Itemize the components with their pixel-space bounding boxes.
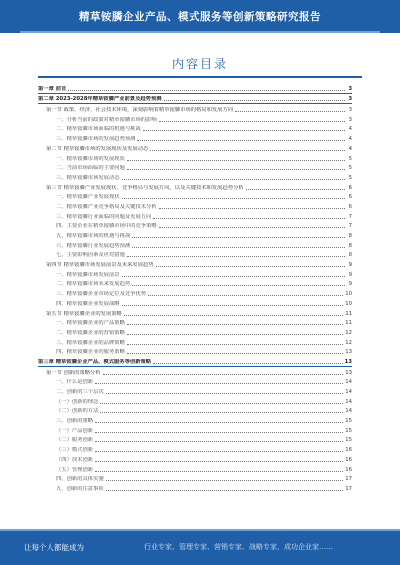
toc-entry-label: 六、精草铵膦行业发展趋势预测: [56, 242, 131, 249]
toc-entry-page: 8: [348, 252, 352, 259]
toc-entry[interactable]: [38, 474, 352, 484]
toc-entry[interactable]: [38, 396, 352, 406]
toc-entry-page: 16: [345, 466, 352, 473]
toc-leader-dots: [103, 374, 344, 375]
toc-entry[interactable]: [38, 288, 352, 298]
toc-leader-dots: [100, 403, 343, 404]
toc-entry-page: 13: [345, 369, 352, 376]
toc-leader-dots: [95, 422, 343, 423]
toc-entry-label: （五）管理创新: [56, 466, 94, 473]
toc-heading-rule: [38, 76, 362, 78]
toc-entry-page: 17: [345, 485, 352, 492]
toc-leader-dots: [122, 198, 345, 199]
toc-entry-page: 7: [348, 223, 352, 230]
toc-entry[interactable]: [38, 367, 352, 377]
toc-entry-label: 四、创新的具体实施: [56, 476, 104, 483]
toc-entry-page: 15: [345, 437, 352, 444]
toc-entry-page: 14: [345, 389, 352, 395]
toc-leader-dots: [132, 285, 345, 286]
toc-entry-page: 6: [348, 203, 352, 210]
toc-entry[interactable]: [38, 124, 352, 134]
toc-entry-label: 四、精草铵膦企业的服务策略: [56, 349, 125, 356]
toc-leader-dots: [106, 480, 344, 481]
toc-entry[interactable]: [38, 192, 352, 202]
toc-leader-dots: [143, 130, 345, 131]
toc-entry-label: 二、精草铵膦市场未来发展趋势: [56, 281, 131, 288]
toc-leader-dots: [68, 90, 345, 91]
toc-entry[interactable]: [38, 415, 352, 425]
toc-entry-page: 3: [348, 116, 352, 123]
toc-entry-label: 三、创新的策略: [56, 418, 94, 425]
toc-entry[interactable]: [38, 298, 352, 308]
toc-entry-page: 4: [348, 136, 352, 143]
toc-leader-dots: [127, 169, 345, 170]
toc-entry-label: 一、精草铵膦企业的产品策略: [56, 320, 125, 327]
toc-entry[interactable]: [38, 444, 352, 454]
toc-entry-label: （一）产品创新: [56, 427, 94, 434]
toc-entry[interactable]: [38, 347, 352, 357]
toc-entry-page: 9: [348, 271, 352, 278]
toc-entry[interactable]: [38, 327, 352, 337]
toc-entry-page: 10: [345, 291, 352, 298]
toc-entry-label: （三）模式创新: [56, 447, 94, 454]
toc-leader-dots: [153, 218, 345, 219]
toc-leader-dots: [156, 266, 345, 267]
toc-leader-dots: [95, 461, 343, 462]
toc-leader-dots: [95, 432, 343, 433]
toc-leader-dots: [164, 100, 345, 101]
toc-leader-dots: [95, 471, 343, 472]
toc-leader-dots: [159, 227, 345, 228]
toc-entry-label: 一、精草铵膦产业发展现状: [56, 194, 120, 201]
toc-entry-label: 二、创新的三个层次: [56, 389, 104, 395]
toc-entry[interactable]: [38, 250, 352, 260]
toc-entry-label: 第二章 2023-2028年精草铵膦产业前景及趋势预测: [38, 96, 162, 103]
toc-entry-page: 17: [345, 476, 352, 483]
toc-entry-label: （四）技术创新: [56, 456, 94, 463]
toc-leader-dots: [106, 393, 344, 394]
toc-entry-label: 第四节 精草铵膦市场发展前景及未来发展趋势: [46, 262, 154, 269]
toc-entry-label: 四、主要企业在精草铵膦市场中的竞争策略: [56, 223, 157, 230]
toc-entry[interactable]: [38, 269, 352, 279]
toc-entry-label: 七、主要影响因素及应对措施: [56, 252, 125, 259]
toc-entry-page: 7: [348, 213, 352, 220]
footer-slogan: 让每个人都能成为: [24, 543, 84, 552]
toc-entry[interactable]: [38, 386, 352, 396]
toc-entry-label: 一、精草铵膦市场的发展现状: [56, 155, 125, 162]
toc-entry[interactable]: [38, 133, 352, 143]
footer-roles: 行业专家、管理专家、营销专家、战略专家、成功企业家……: [144, 543, 333, 551]
toc-leader-dots: [150, 150, 345, 151]
toc-entry[interactable]: [38, 153, 352, 163]
toc-entry-page: 4: [348, 126, 352, 133]
toc-entry-label: 二、精草铵膦产业竞争格局及关键技术分析: [56, 203, 157, 210]
toc-entry-page: 11: [345, 310, 352, 317]
toc-entry-page: 16: [345, 456, 352, 463]
toc-entry-label: 一、精草铵膦市场发展前景: [56, 271, 120, 278]
toc-entry-page: 11: [345, 320, 352, 327]
toc-entry-page: 10: [345, 300, 352, 307]
toc-entry[interactable]: [38, 356, 352, 367]
toc-entry-page: 15: [345, 427, 352, 434]
toc-leader-dots: [127, 160, 345, 161]
toc-entry-page: 5: [348, 165, 352, 172]
toc-entry-page: 12: [345, 329, 352, 336]
toc-leader-dots: [159, 208, 345, 209]
toc-entry-label: 一、分析当前的政策对精草铵膦市场的影响: [56, 116, 157, 123]
toc-entry-page: 3: [348, 107, 352, 114]
toc-entry-label: 五、创新的注意事项: [56, 485, 104, 492]
toc-entry-label: 第三章 精草铵膦企业产品、模式服务等创新策略: [38, 358, 152, 365]
toc-entry[interactable]: [38, 94, 352, 105]
toc-entry-label: 四、精草铵膦企业发展战略: [56, 300, 120, 307]
toc-entry-page: 13: [344, 358, 352, 365]
toc-entry-page: 8: [348, 242, 352, 249]
toc-entry[interactable]: [38, 406, 352, 416]
toc-entry[interactable]: [38, 318, 352, 328]
toc-entry-page: 15: [345, 418, 352, 425]
toc-leader-dots: [95, 451, 343, 452]
toc-entry[interactable]: [38, 454, 352, 464]
toc-entry-label: 三、精草铵膦企业市场定位及竞争优势: [56, 291, 147, 298]
toc-entry[interactable]: [38, 230, 352, 240]
toc-leader-dots: [106, 490, 344, 491]
toc-entry-page: 5: [348, 174, 352, 181]
toc-entry-page: 9: [348, 281, 352, 288]
toc-entry-page: 14: [345, 398, 352, 405]
toc-entry[interactable]: [38, 172, 352, 182]
toc-entry-page: 14: [345, 408, 352, 415]
toc-entry-label: 第五节 精草铵膦企业的发展策略: [46, 310, 122, 317]
toc-entry-page: 13: [345, 349, 352, 356]
toc-entry[interactable]: [38, 163, 352, 173]
toc-entry-page: 5: [348, 155, 352, 162]
toc-leader-dots: [246, 189, 345, 190]
toc-entry-label: 五、精草铵膦市场的机遇与挑战: [56, 233, 131, 239]
toc-entry-label: 二、精草铵膦企业的营销策略: [56, 329, 125, 336]
toc-leader-dots: [137, 140, 345, 141]
toc-leader-dots: [127, 344, 343, 345]
toc-entry-label: 第一章 前言: [38, 85, 67, 92]
toc-leader-dots: [127, 353, 343, 354]
toc-entry-label: 第三节 精草铵膦产业发展现状、竞争格局与发展方向，以及关键技术和发展趋势分析: [46, 184, 244, 191]
toc-leader-dots: [127, 334, 343, 335]
toc-entry[interactable]: [38, 337, 352, 347]
toc-entry-label: 二、精草铵膦市场面临的机遇与挑战: [56, 126, 141, 133]
toc-entry[interactable]: [38, 221, 352, 231]
toc-entry-page: 6: [348, 184, 352, 191]
toc-leader-dots: [132, 247, 345, 248]
toc-entry-label: 一、什么是创新: [56, 379, 94, 386]
toc-leader-dots: [235, 111, 345, 112]
toc-entry-page: 12: [345, 339, 352, 346]
toc-entry[interactable]: [38, 377, 352, 387]
header-banner: [0, 0, 400, 33]
toc-entry-page: 3: [348, 96, 352, 103]
toc-entry-label: 第一节 创新的策略分析: [46, 369, 101, 376]
table-of-contents: [38, 83, 352, 493]
toc-entry[interactable]: [38, 104, 352, 114]
toc-entry[interactable]: [38, 211, 352, 221]
toc-heading: 内容目录: [171, 57, 228, 71]
toc-entry-page: 8: [348, 233, 352, 239]
toc-entry[interactable]: [38, 425, 352, 435]
toc-entry-page: 6: [348, 194, 352, 201]
toc-leader-dots: [148, 295, 343, 296]
toc-entry-label: 三、精草铵膦市场发展动态: [56, 174, 120, 181]
toc-entry[interactable]: [38, 83, 352, 94]
toc-leader-dots: [127, 256, 345, 257]
toc-leader-dots: [100, 412, 343, 413]
toc-leader-dots: [95, 441, 343, 442]
toc-entry-label: （二）创新的方法: [56, 408, 99, 415]
toc-leader-dots: [132, 237, 345, 238]
toc-entry-label: 二、当前市场面临的主要问题: [56, 165, 125, 172]
toc-entry-label: 第一节 政策、经济、社会技术环境，深刻影响着精草铵膦市场的格局和发展方向: [46, 107, 234, 114]
toc-entry-page: 14: [345, 379, 352, 386]
toc-leader-dots: [122, 179, 345, 180]
toc-entry[interactable]: [38, 201, 352, 211]
toc-entry-page: 16: [345, 447, 352, 454]
toc-entry[interactable]: [38, 114, 352, 124]
toc-entry[interactable]: [38, 435, 352, 445]
toc-entry-label: 三、精草铵膦市场的发展趋势预测: [56, 136, 136, 143]
toc-entry-label: 三、精草铵膦行业面临的问题及发展方向: [56, 213, 152, 220]
toc-entry-label: （一）创新的理念: [56, 398, 99, 405]
toc-entry-label: 三、精草铵膦企业的品牌策略: [56, 339, 125, 346]
toc-entry[interactable]: [38, 143, 352, 153]
header-accent-line: [20, 31, 380, 33]
toc-entry[interactable]: [38, 240, 352, 250]
report-title: 精草铵膦企业产品、模式服务等创新策略研究报告: [79, 11, 321, 23]
toc-leader-dots: [122, 305, 344, 306]
footer-banner: [0, 529, 400, 565]
toc-entry-page: 4: [348, 145, 352, 152]
toc-entry[interactable]: [38, 483, 352, 493]
toc-leader-dots: [153, 363, 343, 364]
toc-leader-dots: [127, 324, 343, 325]
toc-leader-dots: [95, 383, 343, 384]
toc-entry[interactable]: [38, 279, 352, 289]
footer-accent-line: [0, 529, 400, 531]
toc-entry[interactable]: [38, 182, 352, 192]
toc-leader-dots: [159, 121, 345, 122]
toc-entry[interactable]: [38, 308, 352, 318]
toc-entry-label: 第二节 精草铵膦市场的发展现状及发展动态: [46, 145, 149, 152]
toc-entry[interactable]: [38, 259, 352, 269]
toc-entry[interactable]: [38, 464, 352, 474]
toc-leader-dots: [124, 315, 343, 316]
toc-entry-label: （二）服务创新: [56, 437, 94, 444]
toc-leader-dots: [122, 276, 345, 277]
toc-entry-page: 9: [348, 262, 352, 269]
toc-entry-page: 3: [348, 85, 352, 92]
